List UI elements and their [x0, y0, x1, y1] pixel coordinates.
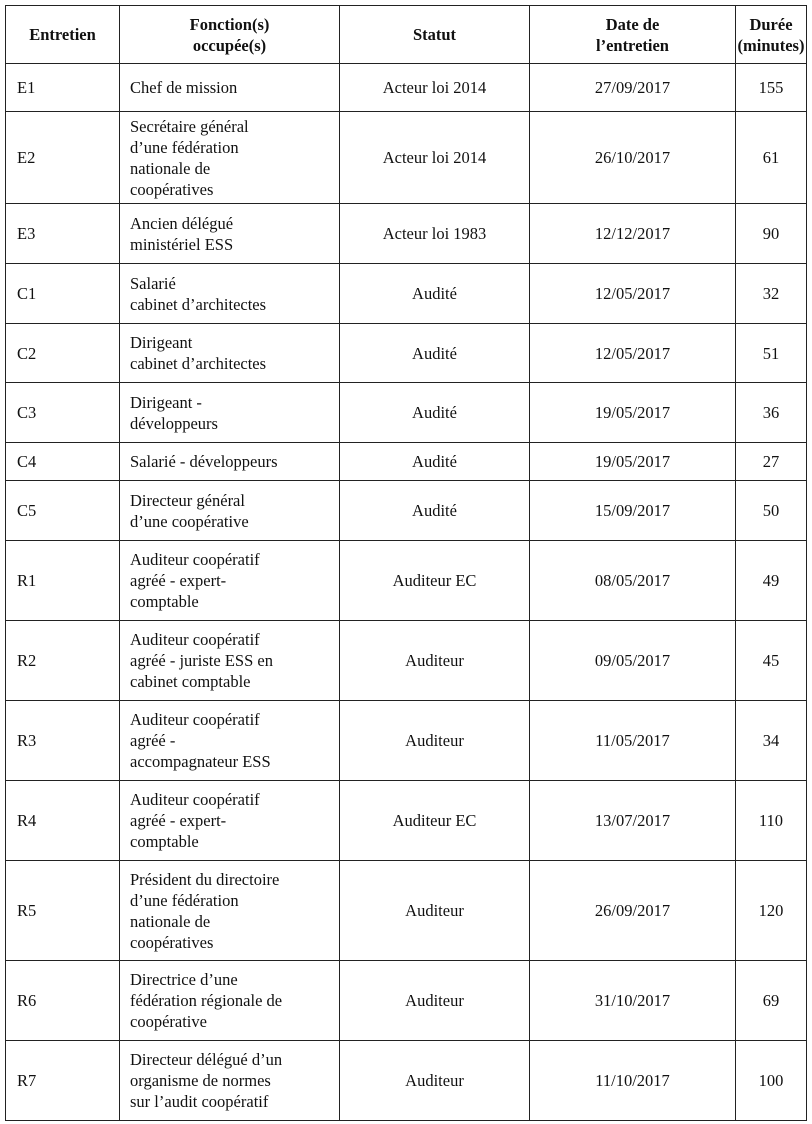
cell-date: 15/09/2017 — [530, 481, 736, 541]
cell-duree: 155 — [736, 64, 807, 112]
cell-date: 12/05/2017 — [530, 324, 736, 383]
interview-table — [5, 5, 807, 1121]
table-row — [6, 961, 807, 1041]
cell-duree: 45 — [736, 621, 807, 701]
cell-entretien: E2 — [6, 112, 120, 204]
cell-statut: Audité — [340, 264, 530, 324]
table-row — [6, 621, 807, 701]
table-row — [6, 264, 807, 324]
cell-entretien: E1 — [6, 64, 120, 112]
cell-duree: 120 — [736, 861, 807, 961]
cell-fonction: Chef de mission — [120, 64, 340, 112]
table-row — [6, 383, 807, 443]
cell-fonction: Auditeur coopératif agréé - juriste ESS en cabinet comptable — [120, 621, 340, 701]
cell-duree: 50 — [736, 481, 807, 541]
interview-table-container — [5, 5, 807, 1121]
cell-fonction: Dirigeant cabinet d’architectes — [120, 324, 340, 383]
cell-entretien: C5 — [6, 481, 120, 541]
cell-date: 11/05/2017 — [530, 701, 736, 781]
cell-statut: Auditeur EC — [340, 781, 530, 861]
cell-date: 19/05/2017 — [530, 383, 736, 443]
cell-fonction: Secrétaire général d’une fédération nationale de coopératives — [120, 112, 340, 204]
cell-statut: Acteur loi 2014 — [340, 112, 530, 204]
cell-fonction: Auditeur coopératif agréé - accompagnateur ESS — [120, 701, 340, 781]
column-header-date: Date de l’entretien — [530, 6, 736, 64]
cell-fonction: Auditeur coopératif agréé - expert- comptable — [120, 781, 340, 861]
table-header-row — [6, 6, 807, 64]
cell-date: 11/10/2017 — [530, 1041, 736, 1121]
cell-entretien: E3 — [6, 204, 120, 264]
cell-statut: Audité — [340, 443, 530, 481]
cell-entretien: R5 — [6, 861, 120, 961]
cell-entretien: R7 — [6, 1041, 120, 1121]
cell-date: 26/10/2017 — [530, 112, 736, 204]
cell-entretien: R4 — [6, 781, 120, 861]
cell-fonction: Salarié cabinet d’architectes — [120, 264, 340, 324]
cell-fonction: Directeur délégué d’un organisme de normes sur l’audit coopératif — [120, 1041, 340, 1121]
cell-duree: 110 — [736, 781, 807, 861]
cell-date: 26/09/2017 — [530, 861, 736, 961]
cell-duree: 69 — [736, 961, 807, 1041]
table-row — [6, 861, 807, 961]
cell-entretien: C1 — [6, 264, 120, 324]
cell-duree: 90 — [736, 204, 807, 264]
table-row — [6, 443, 807, 481]
cell-duree: 27 — [736, 443, 807, 481]
table-row — [6, 1041, 807, 1121]
cell-entretien: C4 — [6, 443, 120, 481]
table-row — [6, 112, 807, 204]
cell-fonction: Salarié - développeurs — [120, 443, 340, 481]
cell-duree: 36 — [736, 383, 807, 443]
cell-duree: 51 — [736, 324, 807, 383]
cell-statut: Acteur loi 1983 — [340, 204, 530, 264]
cell-entretien: R2 — [6, 621, 120, 701]
cell-duree: 49 — [736, 541, 807, 621]
table-row — [6, 541, 807, 621]
cell-date: 27/09/2017 — [530, 64, 736, 112]
cell-statut: Auditeur EC — [340, 541, 530, 621]
column-header-statut: Statut — [340, 6, 530, 64]
cell-duree: 100 — [736, 1041, 807, 1121]
cell-fonction: Directeur général d’une coopérative — [120, 481, 340, 541]
cell-entretien: R6 — [6, 961, 120, 1041]
column-header-duree: Durée (minutes) — [736, 6, 807, 64]
cell-entretien: C3 — [6, 383, 120, 443]
cell-fonction: Directrice d’une fédération régionale de coopérative — [120, 961, 340, 1041]
table-row — [6, 781, 807, 861]
cell-statut: Audité — [340, 324, 530, 383]
cell-fonction: Président du directoire d’une fédération nationale de coopératives — [120, 861, 340, 961]
table-row — [6, 204, 807, 264]
table-row — [6, 481, 807, 541]
cell-statut: Audité — [340, 481, 530, 541]
cell-fonction: Ancien délégué ministériel ESS — [120, 204, 340, 264]
cell-date: 12/05/2017 — [530, 264, 736, 324]
cell-statut: Acteur loi 2014 — [340, 64, 530, 112]
cell-statut: Auditeur — [340, 961, 530, 1041]
cell-date: 08/05/2017 — [530, 541, 736, 621]
table-row — [6, 64, 807, 112]
cell-fonction: Dirigeant - développeurs — [120, 383, 340, 443]
cell-date: 13/07/2017 — [530, 781, 736, 861]
cell-date: 19/05/2017 — [530, 443, 736, 481]
cell-statut: Auditeur — [340, 621, 530, 701]
cell-entretien: R1 — [6, 541, 120, 621]
cell-duree: 61 — [736, 112, 807, 204]
table-row — [6, 701, 807, 781]
column-header-entretien: Entretien — [6, 6, 120, 64]
cell-fonction: Auditeur coopératif agréé - expert- comptable — [120, 541, 340, 621]
cell-duree: 32 — [736, 264, 807, 324]
column-header-fonction: Fonction(s) occupée(s) — [120, 6, 340, 64]
cell-statut: Auditeur — [340, 1041, 530, 1121]
cell-statut: Auditeur — [340, 701, 530, 781]
cell-duree: 34 — [736, 701, 807, 781]
cell-date: 31/10/2017 — [530, 961, 736, 1041]
cell-entretien: R3 — [6, 701, 120, 781]
cell-statut: Audité — [340, 383, 530, 443]
table-row — [6, 324, 807, 383]
cell-entretien: C2 — [6, 324, 120, 383]
cell-statut: Auditeur — [340, 861, 530, 961]
cell-date: 09/05/2017 — [530, 621, 736, 701]
cell-date: 12/12/2017 — [530, 204, 736, 264]
